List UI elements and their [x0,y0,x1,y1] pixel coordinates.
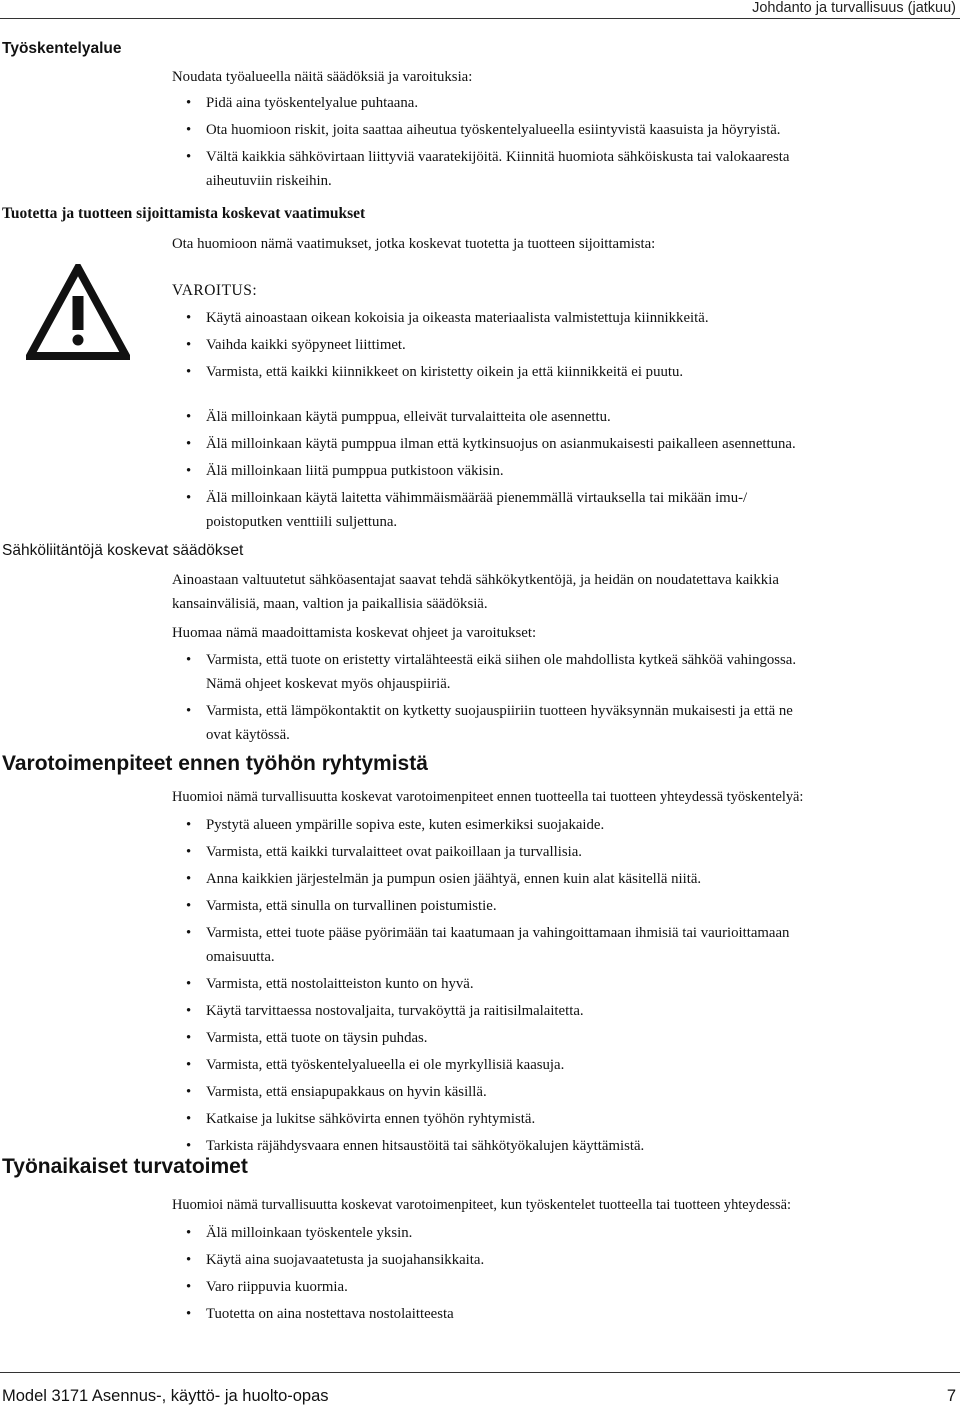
list-item: • Varmista, että kaikki kiinnikkeet on kiristetty oikein ja että kiinnikkeitä ei puutu. [186,364,684,380]
list-item: • Varmista, että tuote on eristetty virtalähteestä eikä siihen ole mahdollista kytkeä sähköä vahingossa. Nämä ohjeet koskevat myös ohjauspiiriä. [186,652,797,692]
footer-rule [0,1372,960,1373]
section-heading-precautions: Varotoimenpiteet ennen työhön ryhtymistä [2,752,428,775]
list-item: • Varmista, että nostolaitteiston kunto on hyvä. [186,976,474,992]
electrical-para-1: Ainoastaan valtuutetut sähköasentajat saavat tehdä sähkökytkentöjä, ja heidän on noudatettava kaikkia [172,572,779,588]
list-item: • Varmista, että työskentelyalueella ei ole myrkyllisiä kaasuja. [186,1057,565,1073]
list-item: • Käytä tarvittaessa nostovaljaita, turvaköyttä ja raitisilmalaitetta. [186,1003,584,1019]
list-item: • Vaihda kaikki syöpyneet liittimet. [186,337,406,353]
list-item: • Älä milloinkaan käytä pumppua, elleivät turvalaitteita ole asennettu. [186,409,611,425]
warning-list [172,306,957,387]
precautions-list [172,813,957,1161]
product-requirements-intro: Ota huomioon nämä vaatimukset, jotka koskevat tuotetta ja tuotteen sijoittamista: [172,236,656,252]
precautions-intro: Huomioi nämä turvallisuutta koskevat varotoimenpiteet ennen tuotteella tai tuotteen yhteydessä työskentelyä: [172,789,804,805]
list-item: • Älä milloinkaan liitä pumppua putkistoon väkisin. [186,463,504,479]
list-item: • Varmista, että kaikki turvalaitteet ovat paikoillaan ja turvallisia. [186,844,582,860]
list-item: • Vältä kaikkia sähkövirtaan liittyviä vaaratekijöitä. Kiinnitä huomiota sähköiskusta tai valokaaresta aiheutuviin riskeihin. [186,149,790,189]
workarea-list [172,91,957,196]
list-item: • Katkaise ja lukitse sähkövirta ennen työhön ryhtymistä. [186,1111,536,1127]
list-item: • Pystytä alueen ympärille sopiva este, kuten esimerkiksi suojakaide. [186,817,605,833]
list-item: • Varmista, että lämpökontaktit on kytketty suojauspiiriin tuotteen hyväksynnän mukaisesti ja että ne ovat käytössä. [186,703,793,743]
during-work-list [172,1221,957,1329]
product-requirements-list [172,405,957,537]
section-heading-electrical: Sähköliitäntöjä koskevat säädökset [2,542,244,559]
electrical-para-2: Huomaa nämä maadoittamista koskevat ohjeet ja varoitukset: [172,625,537,641]
footer-title: Model 3171 Asennus-, käyttö- ja huolto-opas [2,1387,329,1405]
section-heading-product-requirements: Tuotetta ja tuotteen sijoittamista koskevat vaatimukset [2,205,366,222]
electrical-list [172,648,957,750]
list-item: • Anna kaikkien järjestelmän ja pumpun osien jäähtyä, ennen kuin alat käsitellä niitä. [186,871,702,887]
during-work-intro: Huomioi nämä turvallisuutta koskevat varotoimenpiteet, kun työskentelet tuotteella tai tuotteen yhteydessä: [172,1197,792,1213]
running-header: Johdanto ja turvallisuus (jatkuu) [752,0,956,16]
list-item: • Käytä aina suojavaatetusta ja suojahansikkaita. [186,1252,485,1268]
list-item: • Varmista, että tuote on täysin puhdas. [186,1030,428,1046]
list-item: • Tuotetta on aina nostettava nostolaitteesta [186,1306,454,1322]
electrical-para-1b: kansainvälisiä, maan, valtion ja paikallisia säädöksiä. [172,596,488,612]
list-item: • Pidä aina työskentelyalue puhtaana. [186,95,419,111]
list-item: • Älä milloinkaan käytä laitetta vähimmäismäärää pienemmällä virtauksella tai mikään imu-/ poistoputken venttiili suljettuna. [186,490,748,530]
list-item: • Tarkista räjähdysvaara ennen hitsaustöitä tai sähkötyökalujen käyttämistä. [186,1138,645,1154]
header-rule [0,18,960,19]
page-number: 7 [946,1387,956,1405]
warning-triangle-icon [26,264,130,360]
workarea-intro: Noudata työalueella näitä säädöksiä ja varoituksia: [172,69,473,85]
section-heading-workarea: Työskentelyalue [2,40,122,57]
list-item: • Varmista, että sinulla on turvallinen poistumistie. [186,898,497,914]
list-item: • Varo riippuvia kuormia. [186,1279,348,1295]
list-item: • Käytä ainoastaan oikean kokoisia ja oikeasta materiaalista valmistettuja kiinnikkeitä. [186,310,709,326]
section-heading-during-work: Työnaikaiset turvatoimet [2,1155,248,1178]
list-item: • Älä milloinkaan työskentele yksin. [186,1225,413,1241]
list-item: • Varmista, ettei tuote pääse pyörimään tai kaatumaan ja vahingoittamaan ihmisiä tai vaurioittamaan omaisuutta. [186,925,790,965]
list-item: • Älä milloinkaan käytä pumppua ilman että kytkinsuojus on asianmukaisesti paikalleen asennettuna. [186,436,796,452]
list-item: • Varmista, että ensiapupakkaus on hyvin käsillä. [186,1084,487,1100]
warning-label: VAROITUS: [172,282,258,299]
list-item: • Ota huomioon riskit, joita saattaa aiheutua työskentelyalueella esiintyvistä kaasuista ja höyryistä. [186,122,781,138]
